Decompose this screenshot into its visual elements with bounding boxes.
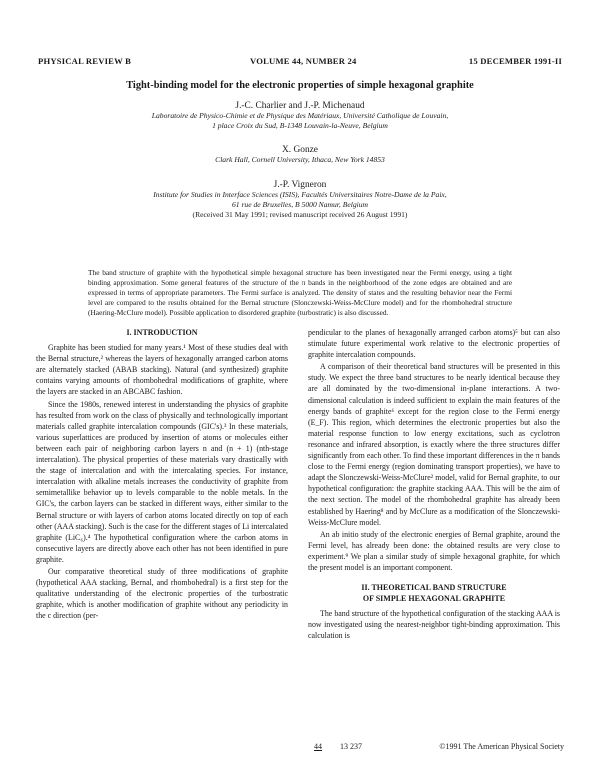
footer-page-number: 13 237 — [340, 742, 362, 751]
left-column — [36, 327, 288, 622]
affiliation-line: 61 rue de Bruxelles, B 5000 Namur, Belgium — [231, 200, 369, 209]
author-block-1 — [60, 101, 540, 131]
received-date: (Received 31 May 1991; revised manuscript received 26 August 1991) — [192, 210, 408, 219]
issue-date: 15 DECEMBER 1991-II — [468, 56, 562, 66]
paper-title: Tight-binding model for the electronic properties of simple hexagonal graphite — [126, 80, 474, 91]
affiliation-line: Clark Hall, Cornell University, Ithaca, New York 14853 — [215, 155, 385, 164]
footer-volume: 44 — [314, 742, 322, 751]
paragraph: The band structure of the hypothetical configuration of the stacking AAA is now investigated using the nearest-neighbor tight-binding approximation. This calculation is — [308, 609, 560, 641]
paragraph: Since the 1980s, renewed interest in understanding the physics of graphite has resulted from work on the class of physically and technologically important materials called graphite intercalation compounds (GIC's).³ In these materials, various superlattices are produced by insertion of atoms or molecules either between each pair of neighboring carbon layers n and (n + 1) (nth-stage intercalation). The physical properties of these materials vary drastically with the stage of intercalation and with the intercalating species. For instance, intercalation with alkaline metals increases the conductivity of graphite from semimetallike behavior up to levels comparable to the noble metals. In the GIC's, the carbon layers can be stacked in different ways, either similar to the Bernal structure or with layers of carbon atoms located directly on top of each other (AAA stacking). Such is the case for the different stages of Li intercalated graphite (LiC₆).⁴ The hypothetical configuration where the carbon atoms in consecutive layers are directly above each other has not been identified in pure graphite. — [36, 399, 288, 564]
journal-name: PHYSICAL REVIEW B — [38, 56, 132, 66]
paragraph: An ab initio study of the electronic energies of Bernal graphite, around the Fermi level, has already been done: the obtained results are very close to experiment.⁹ We plan a similar study of simple hexagonal graphite, for which the present model is an important component. — [308, 529, 560, 572]
volume-number: VOLUME 44, NUMBER 24 — [250, 56, 357, 66]
affiliation-line: 1 place Croix du Sud, B-1348 Louvain-la-Neuve, Belgium — [212, 121, 388, 130]
author-block-2 — [60, 145, 540, 165]
abstract: The band structure of graphite with the hypothetical simple hexagonal structure has been investigated near the Fermi energy, using a tight binding approximation. Some general features of the structure of the π bands in the neighborhood of the zone edges are obtained and are expressed in terms of appropriate parameters. The Fermi surface is analyzed. The density of states and the resulting behavior near the Fermi level are compared to the results obtained for the Bernal structure (Slonczewski-Weiss-McClure model) and for the rhombohedral structure (Haering-McClure model). Possible application to disordered graphite (turbostratic) is also discussed. — [88, 268, 512, 318]
paragraph: Our comparative theoretical study of three modifications of graphite (hypothetical AAA stacking, Bernal, and rhombohedral) is a first step for the qualitative understanding of the electronic properties of the turbostratic graphite, which is another modification of graphite without any periodicity in the c direction (per- — [36, 566, 288, 621]
affiliation-line: Laboratoire de Physico-Chimie et de Physique des Matériaux, Université Catholique de Louvain, — [151, 111, 449, 120]
section-heading-introduction: I. INTRODUCTION — [126, 328, 198, 337]
author-names: J.-P. Vigneron — [273, 180, 327, 190]
paragraph: A comparison of their theoretical band structures will be presented in this study. We expect the three band structures to be nearly identical because they are all dominated by the two-dimensional in-plane interactions. A two-dimensional calculation is indeed sufficient to explain the main features of the energy bands of graphite⁶ except for the region close to the Fermi energy (E_F). This region, which determines the electronic properties but also the material response function to low energy excitations, such as cyclotron resonance and infrared absorption, is exactly where the three structures differ significantly from each other. To find these important differences in the π bands close to the Fermi energy (region dominating transport properties), we have to adapt the Slonczewski-Weiss-McClure² model, valid for Bernal graphite, to our hypothetical configuration: the graphite stacking AAA. This will be the aim of the next section. The model of the rhombohedral graphite has already been established by Haering⁸ and by McClure as a modification of the Slonczewski-Weiss-McClure model. — [308, 362, 560, 527]
affiliation-line: Institute for Studies in Interface Sciences (ISIS), Facultés Universitaires Notre-Dame de la Paix, — [153, 190, 447, 199]
author-names: X. Gonze — [282, 145, 318, 155]
section-heading-theory-line2: OF SIMPLE HEXAGONAL GRAPHITE — [362, 594, 506, 604]
paragraph: Graphite has been studied for many years.¹ Most of these studies deal with the Bernal structure,² whereas the layers of hexagonally arranged carbon atoms are alternately stacked (ABAB stacking). Natural (and synthesized) graphite contains varying amounts of rhombohedral modifications of graphite, where the layers are stacked in an ABCABC fashion. — [36, 343, 288, 397]
paragraph: pendicular to the planes of hexagonally arranged carbon atoms)⁵ but can also stimulate future experimental work relative to the electronic properties of graphite intercalation compounds. — [308, 328, 560, 360]
section-heading-theory: II. THEORETICAL BAND STRUCTURE — [361, 583, 507, 593]
page-footer — [36, 742, 564, 754]
footer-copyright: ©1991 The American Physical Society — [439, 742, 564, 751]
author-names: J.-C. Charlier and J.-P. Michenaud — [235, 101, 365, 111]
running-header — [38, 56, 562, 70]
author-block-3 — [60, 180, 540, 219]
right-column — [308, 327, 560, 643]
